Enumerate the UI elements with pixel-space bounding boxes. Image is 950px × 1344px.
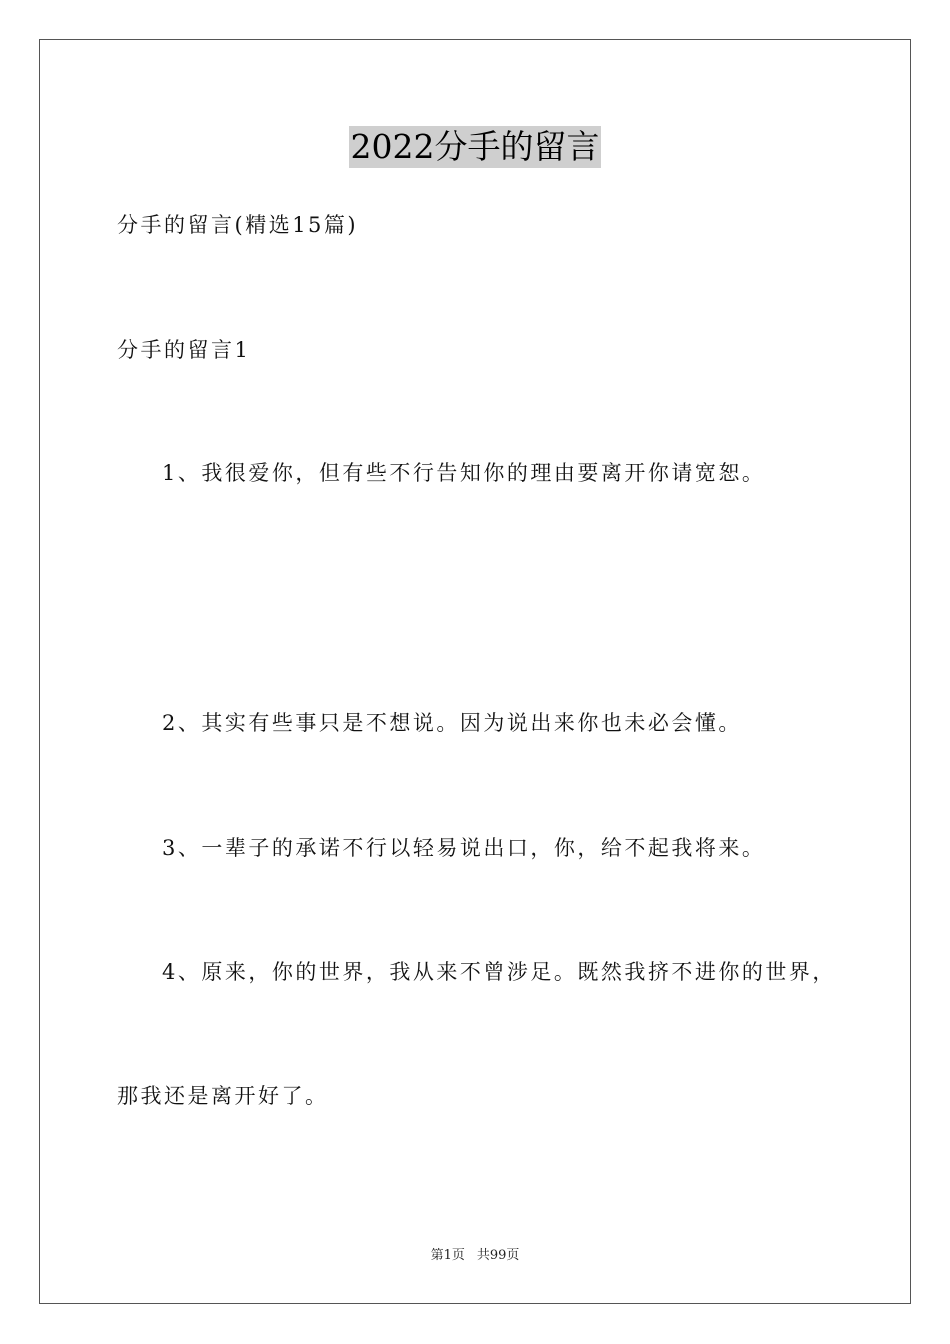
paragraph-line-2: 2、其实有些事只是不想说。因为说出来你也未必会懂。: [162, 711, 742, 735]
paragraph-line-4: 4、原来，你的世界，我从来不曾涉足。既然我挤不进你的世界，: [162, 960, 836, 984]
title-container: [0, 126, 950, 168]
page-total: 共99页: [476, 1248, 520, 1263]
paragraph-line-1: 1、我很爱你，但有些不行告知你的理由要离开你请宽恕。: [162, 461, 766, 485]
paragraph-line-3: 3、一辈子的承诺不行以轻易说出口，你，给不起我将来。: [162, 836, 766, 860]
document-title: 2022分手的留言: [350, 127, 600, 166]
document-subtitle: 分手的留言(精选15篇): [117, 213, 359, 237]
page-number: 第1页: [430, 1248, 465, 1263]
page-footer: [0, 1247, 950, 1265]
section-heading: 分手的留言1: [117, 338, 251, 362]
paragraph-line-5: 那我还是离开好了。: [117, 1084, 329, 1108]
